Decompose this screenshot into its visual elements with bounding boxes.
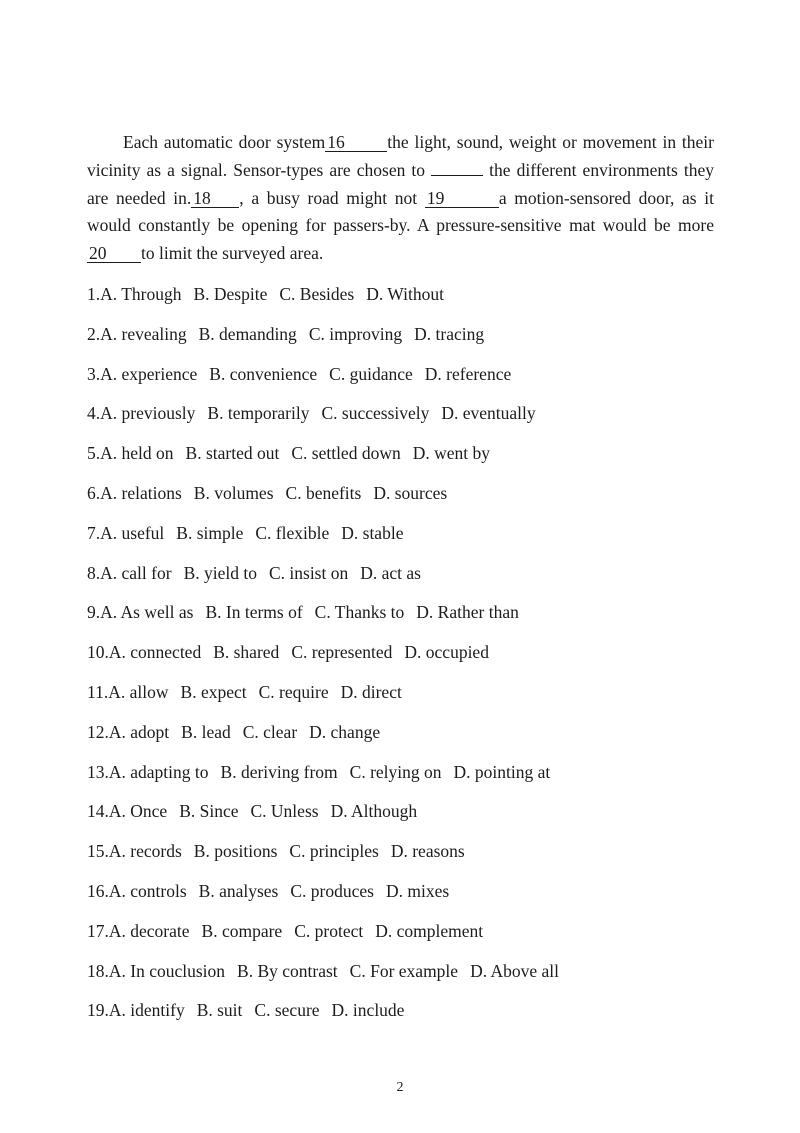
answer-option: C. successively: [321, 403, 430, 424]
question-number: 15.: [87, 841, 109, 862]
answer-option: D. pointing at: [453, 761, 551, 782]
answer-option: B. compare: [201, 920, 283, 941]
blank-18: 18: [191, 189, 239, 208]
answer-option: C. protect: [294, 920, 364, 941]
answer-option: D. mixes: [385, 880, 450, 901]
answer-option: C. relying on: [349, 761, 442, 782]
answer-option: B. In terms of: [205, 602, 303, 623]
answer-option: B. started out: [185, 443, 280, 464]
answer-option: D. complement: [375, 920, 484, 941]
answer-option: D. Rather than: [416, 602, 519, 623]
passage-text-3: the different environments they are needed in.: [87, 159, 715, 208]
answer-option: C. produces: [290, 880, 374, 901]
question-number: 1.: [87, 284, 101, 304]
answer-option: D. direct: [340, 681, 402, 702]
blank-17: [431, 175, 483, 176]
answer-option: C. secure: [254, 1000, 320, 1021]
answer-option: B. yield to: [183, 562, 257, 583]
question-row: [87, 877, 727, 917]
answer-option: D. went by: [412, 443, 490, 464]
question-number: 11.: [87, 681, 109, 702]
answer-option: B. suit: [196, 1000, 243, 1021]
answer-option: A. In couclusion: [108, 960, 226, 981]
question-row: [87, 837, 727, 877]
answer-option: B. expect: [180, 681, 247, 702]
question-row: [87, 399, 727, 439]
answer-option: B. shared: [213, 642, 280, 663]
question-number: 18.: [87, 960, 109, 981]
answer-option: B. analyses: [198, 880, 279, 901]
answer-option: A. connected: [108, 642, 202, 663]
answer-option: C. principles: [289, 841, 379, 862]
question-number: 5.: [87, 443, 101, 464]
question-row: [87, 439, 727, 479]
page-number: 2: [396, 1080, 404, 1095]
answer-option: D. occupied: [404, 642, 489, 663]
answer-option: A. decorate: [108, 920, 190, 941]
answer-option: C. benefits: [285, 482, 362, 503]
question-number: 6.: [87, 482, 101, 503]
question-number: 12.: [87, 721, 109, 742]
cloze-passage: [87, 129, 714, 268]
answer-option: A. adopt: [108, 721, 170, 742]
answer-option: B. By contrast: [237, 960, 338, 981]
answer-option: C. settled down: [291, 443, 401, 464]
answer-option: B. deriving from: [220, 761, 338, 782]
answer-option: D. tracing: [414, 323, 485, 344]
question-number: 10.: [87, 642, 109, 663]
question-row: [87, 280, 727, 320]
answer-option: C. clear: [242, 721, 298, 742]
answer-option: B. Despite: [193, 284, 268, 304]
passage-text-6: to limit the surveyed area.: [141, 243, 324, 264]
answer-option: D. Above all: [470, 960, 560, 981]
question-row: [87, 598, 727, 638]
question-number: 17.: [87, 920, 109, 941]
question-row: [87, 718, 727, 758]
answer-option: B. demanding: [198, 323, 297, 344]
answer-option: D. Although: [330, 801, 418, 822]
answer-option: B. Since: [179, 801, 239, 822]
answer-option: D. eventually: [441, 403, 536, 424]
answer-option: C. guidance: [329, 363, 413, 384]
answer-option: C. For example: [349, 960, 459, 981]
question-number: 14.: [87, 801, 109, 822]
answer-option: A. controls: [108, 880, 187, 901]
question-number: 2.: [87, 323, 101, 344]
answer-option: C. improving: [308, 323, 403, 344]
question-number: 4.: [87, 403, 101, 424]
answer-option: B. volumes: [193, 482, 274, 503]
question-row: [87, 320, 727, 360]
question-row: [87, 360, 727, 400]
question-row: [87, 638, 727, 678]
answer-option: A. allow: [108, 681, 169, 702]
passage-text-5: a motion-sensored door, as it would constantly be opening for passers-by. A pressure-sensitive mat would be more: [87, 187, 715, 236]
question-row: [87, 917, 727, 957]
answer-option: A. adapting to: [108, 761, 209, 782]
answer-option: C. Unless: [250, 801, 319, 822]
passage-text-4: , a busy road might not: [239, 187, 418, 208]
question-number: 19.: [87, 1000, 109, 1021]
question-number: 9.: [87, 602, 101, 623]
answer-option: B. temporarily: [207, 403, 310, 424]
answer-option: D. reasons: [390, 841, 465, 862]
answer-option: A. Once: [108, 801, 168, 822]
passage-text-1: Each automatic door system: [123, 132, 326, 152]
passage-text-2: the light, sound, weight or movement in their vicinity as a signal. Sensor-types are chosen to: [87, 132, 714, 180]
answer-option: C. Thanks to: [314, 602, 405, 623]
blank-16: 16: [325, 133, 387, 152]
answer-option: C. require: [258, 681, 329, 702]
question-row: [87, 559, 727, 599]
answer-option: D. change: [309, 721, 381, 742]
answer-option: D. Without: [366, 284, 444, 304]
question-number: 3.: [87, 363, 101, 384]
answer-option: A. relations: [100, 482, 182, 503]
answer-option: B. positions: [193, 841, 278, 862]
question-number: 13.: [87, 761, 109, 782]
question-row: [87, 519, 727, 559]
answer-option: C. Besides: [279, 284, 355, 304]
answer-option: A. held on: [100, 443, 174, 464]
answer-option: D. act as: [360, 562, 421, 583]
answer-option: D. include: [331, 1000, 405, 1021]
blank-19: 19: [425, 189, 499, 208]
question-row: [87, 479, 727, 519]
answer-option: A. revealing: [100, 323, 187, 344]
answer-option: A. useful: [100, 522, 165, 543]
answer-option: B. lead: [181, 721, 231, 742]
answer-option: D. reference: [424, 363, 512, 384]
question-row: [87, 678, 727, 718]
question-row: [87, 797, 727, 837]
question-row: [87, 758, 727, 798]
question-row: [87, 996, 727, 1036]
answer-option: D. sources: [373, 482, 448, 503]
answer-option: B. convenience: [209, 363, 318, 384]
question-number: 7.: [87, 522, 101, 543]
answer-option: C. flexible: [255, 522, 330, 543]
answer-option: B. simple: [176, 522, 244, 543]
answer-option: A. identify: [108, 1000, 185, 1021]
blank-20: 20: [87, 244, 141, 263]
answer-option: C. represented: [291, 642, 393, 663]
answer-option: A. call for: [100, 562, 172, 583]
answer-option: C. insist on: [268, 562, 349, 583]
question-options-list: [87, 280, 727, 1036]
answer-option: A. previously: [100, 403, 196, 424]
answer-option: A. experience: [100, 363, 198, 384]
answer-option: D. stable: [341, 522, 404, 543]
answer-option: A. As well as: [100, 602, 194, 623]
answer-option: A. Through: [100, 284, 182, 304]
question-row: [87, 957, 727, 997]
question-number: 8.: [87, 562, 101, 583]
answer-option: A. records: [108, 841, 182, 862]
question-number: 16.: [87, 880, 109, 901]
